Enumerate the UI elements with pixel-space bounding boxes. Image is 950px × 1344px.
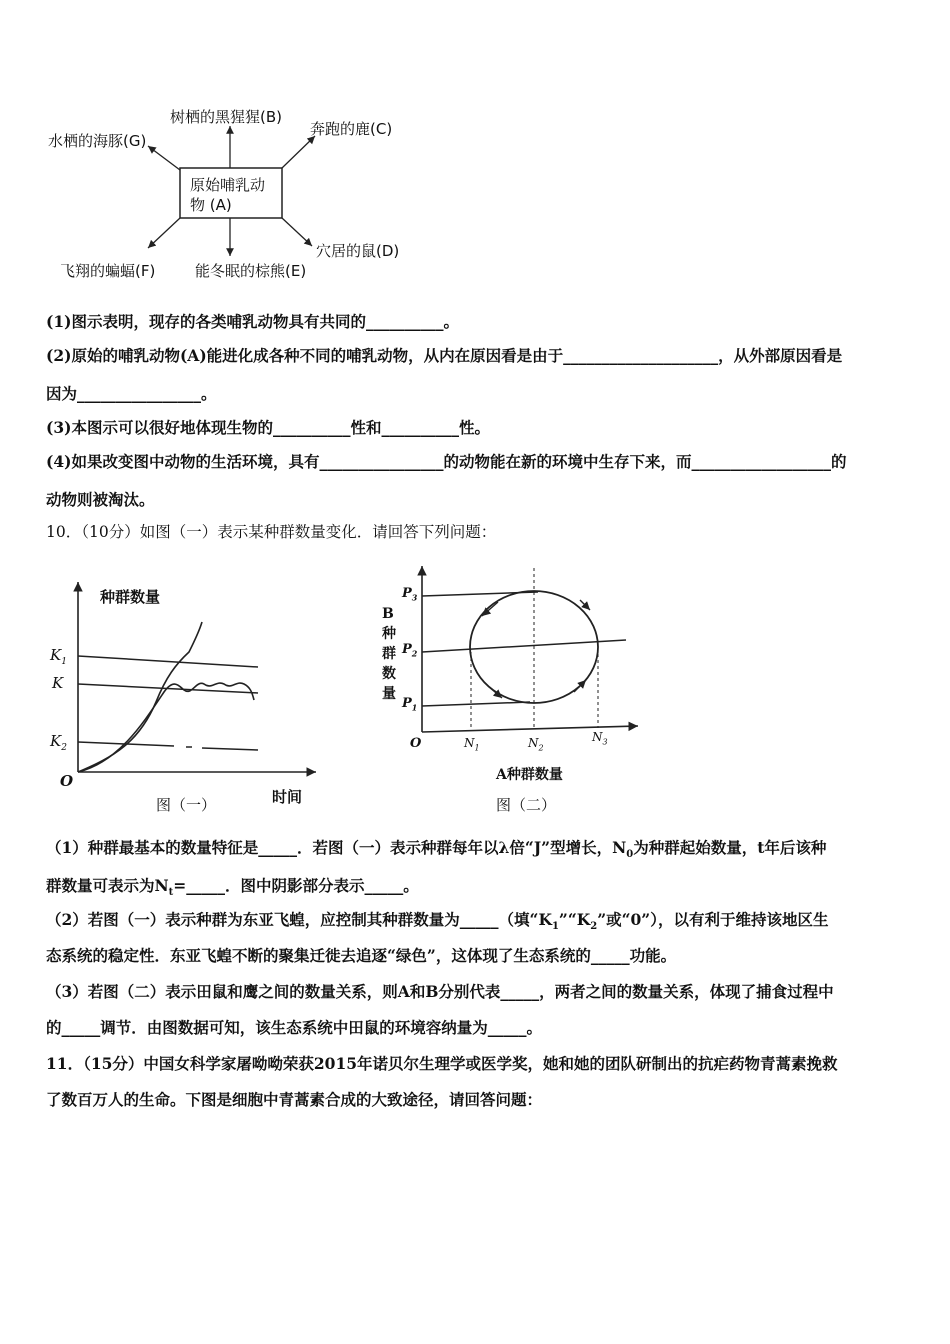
arrow-bl [488, 686, 502, 698]
fig2-p2-label: $P_2$ [402, 642, 418, 659]
q9-part4: (4)如果改变图中动物的生活环境，具有________________的动物能在新的环境中生存下来，而__________________的 [46, 452, 847, 471]
q9-part1: (1)图示表明，现存的各类哺乳动物具有共同的__________。 [46, 312, 459, 331]
label-mouse: 穴居的鼠(D) [316, 242, 400, 260]
figure-1-plot [44, 572, 324, 820]
q10-part3-line1: （3）若图（二）表示田鼠和鹰之间的数量关系，则A和B分别代表_____，两者之间的数量关系，体现了捕食过程中 [46, 982, 834, 1001]
fig1-origin: O [60, 772, 74, 790]
j-curve [78, 622, 202, 772]
label-bat: 飞翔的蝙蝠(F) [60, 262, 156, 280]
q11-stem-line1: 11．（15分）中国女科学家屠呦呦荣获2015年诺贝尔生理学或医学奖，她和她的团队研制出的抗疟药物青蒿素挽救 [46, 1054, 838, 1073]
q10-part3-line2: 的_____调节．由图数据可知，该生态系统中田鼠的环境容纳量为_____。 [46, 1018, 543, 1037]
fig2-ylabel: B 种 群 数 量 [382, 606, 396, 702]
adaptive-radiation-figure [40, 98, 420, 288]
fig1-k-label: K [52, 674, 64, 692]
q10-part1-line2: 群数量可表示为$N_t=\_\_\_\_\_$．图中阴影部分表示_____。 [46, 876, 419, 899]
q9-part3: (3)本图示可以很好地体现生物的__________性和__________性。 [46, 418, 490, 437]
center-label-2: 物 (A) [190, 196, 232, 214]
q10-part2-line2: 态系统的稳定性．东亚飞蝗不断的聚集迁徙去追逐“绿色”，这体现了生态系统的_____功能。 [46, 946, 677, 965]
fig1-ylabel: 种群数量 [100, 588, 161, 606]
q9-part2-cont: 因为________________。 [46, 384, 217, 403]
figure-1 [44, 572, 324, 820]
p2-line [422, 640, 626, 652]
label-bear: 能冬眠的棕熊(E) [195, 262, 307, 280]
arrow-down-left [148, 218, 180, 248]
label-dolphin: 水栖的海豚(G) [48, 132, 147, 150]
fig2-n3-label: $N_3$ [592, 730, 608, 747]
arrow-left [148, 146, 180, 170]
fig2-n1-label: $N_1$ [464, 736, 480, 753]
arrow-down-right [282, 218, 312, 246]
fig1-caption: 图（一） [156, 796, 217, 814]
center-label-1: 原始哺乳动 [190, 176, 266, 194]
arrow-tl [482, 602, 498, 616]
arrow-up-right [282, 136, 315, 168]
arrow-br [574, 680, 586, 692]
q9-part4-cont: 动物则被淘汰。 [46, 490, 155, 509]
fig1-k2-label: $K_2$ [50, 732, 67, 753]
fig2-xlabel: A种群数量 [496, 767, 563, 783]
q9-part2: (2)原始的哺乳动物(A)能进化成各种不同的哺乳动物，从内在原因看是由于____________________，从外部原因看是 [46, 346, 843, 365]
fig2-caption: 图（二） [496, 796, 557, 814]
label-chimpanzee: 树栖的黑猩猩(B) [170, 108, 282, 126]
q11-stem-line2: 了数百万人的生命。下图是细胞中青蒿素合成的大致途径，请回答问题： [46, 1090, 543, 1109]
figure-2 [370, 560, 650, 822]
fig2-p3-label: $P_3$ [402, 586, 418, 603]
p1-line [422, 702, 530, 706]
q10-part1-line1: （1）种群最基本的数量特征是_____．若图（一）表示种群每年以λ倍“J”型增长，$N_0$为种群起始数量，t年后该种 [46, 838, 827, 861]
label-deer: 奔跑的鹿(C) [310, 120, 393, 138]
k2-line-c [202, 748, 258, 750]
fig1-k1-label: $K_1$ [50, 646, 67, 667]
q10-part2-line1: （2）若图（一）表示种群为东亚飞蝗，应控制其种群数量为_____（填“$K_1”“K_2$”或“0”），以有利于维持该地区生 [46, 910, 829, 933]
fig2-origin: O [410, 736, 422, 751]
q10-stem: 10．（10分）如图（一）表示某种群数量变化．请回答下列问题： [46, 523, 497, 541]
k1-line [78, 656, 258, 667]
fig1-xlabel: 时间 [272, 788, 303, 806]
fig2-p1-label: $P_1$ [402, 696, 418, 713]
fig2-n2-label: $N_2$ [528, 736, 544, 753]
